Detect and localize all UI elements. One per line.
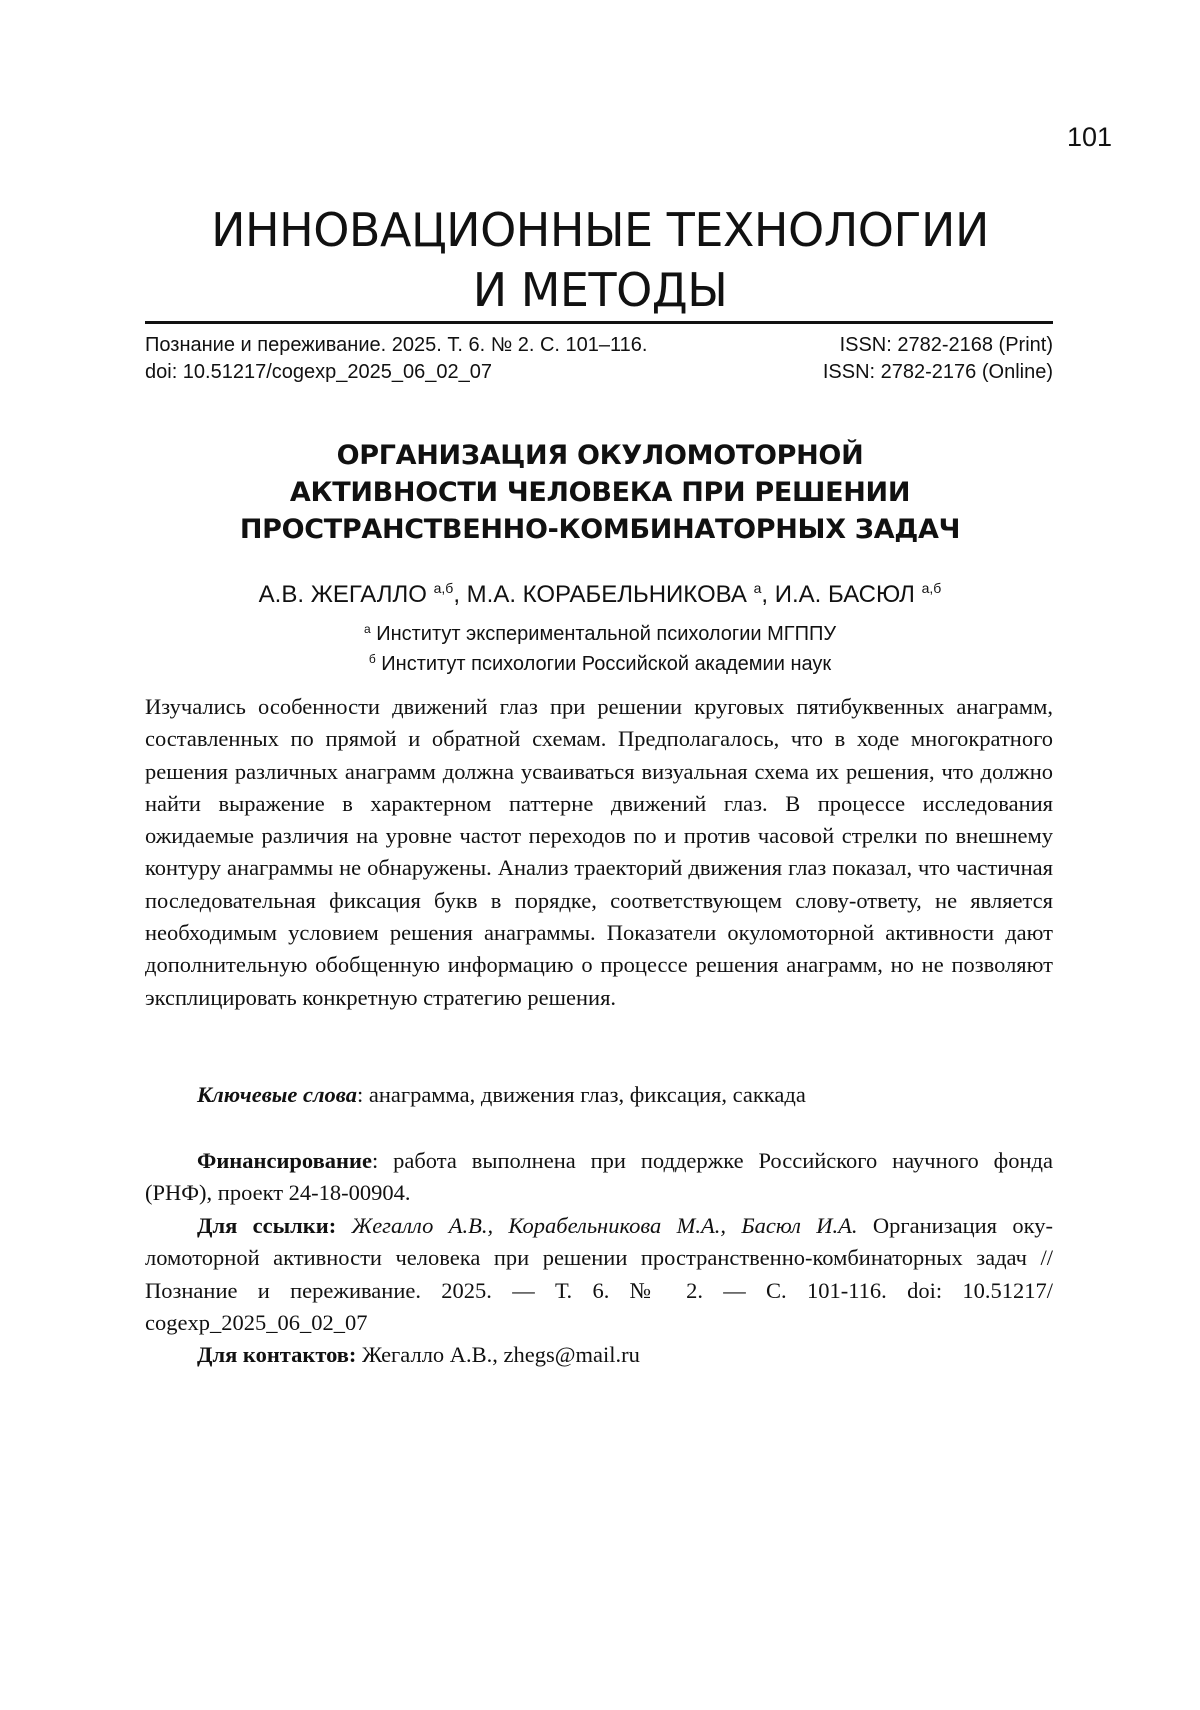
issn-online: ISSN: 2782-2176 (Online): [822, 361, 1053, 383]
funding-label: Финансирование: [197, 1148, 372, 1173]
author-affiliation-mark: а,б: [433, 580, 454, 596]
page-number: 101: [1066, 122, 1112, 152]
contacts-text: Жегалло А.В., zhegs@mail.ru: [356, 1342, 640, 1367]
section-title-line: И МЕТОДЫ: [472, 263, 728, 317]
affiliation-mark: б: [368, 652, 376, 666]
article-title-line: ПРОСТРАНСТВЕННО-КОМБИНАТОРНЫХ ЗАДАЧ: [239, 514, 961, 545]
affiliation-text: Институт экспериментальной психологии МГППУ: [376, 623, 837, 645]
abstract: Изучались особенности движений глаз при решении круговых пятибуквенных анаграмм, составленных по прямой и обратной схемам. Предполагалось, что в ходе многократного решения различных анаграмм должна усваиваться визуальная схема их решения, что должно найти выражение в характерном паттерне движений глаз. В процессе исследования ожидаемые различия на уровне частот переходов по и против часовой стрелки по внешнему контуру анаграммы не обнаружены. Анализ траекторий движения глаз показал, что частичная последовательная фиксация букв в порядке, соответствующем слову-ответу, не является необходимым условием решения анаграммы. Показатели окуломоторной активности дают дополнительную обобщенную информацию о процессе решения анаграмм, но не позволяют эксплицировать конкретную стратегию решения.: [145, 694, 1053, 1010]
issn-info: [713, 332, 1053, 386]
author-separator: ,: [453, 581, 467, 608]
author-name: М.А. КОРАБЕЛЬНИКОВА: [466, 581, 747, 608]
keywords-text: : анаграмма, движения глаз, фиксация, саккада: [356, 1082, 806, 1107]
journal-citation: Познание и переживание. 2025. Т. 6. № 2. С. 101–116.: [145, 334, 648, 356]
journal-doi: doi: 10.51217/cogexp_2025_06_02_07: [145, 361, 492, 383]
article-title-line: ОРГАНИЗАЦИЯ ОКУЛОМОТОРНОЙ: [336, 440, 864, 471]
citation-authors: Жегалло А.В., Корабельникова М.А., Басюл И.А.: [351, 1213, 858, 1238]
keywords: [145, 1079, 1105, 1111]
citation-label: Для ссылки:: [197, 1213, 337, 1238]
affiliation-mark: а: [363, 622, 371, 636]
funding: [145, 1145, 1053, 1210]
section-title-line: ИННОВАЦИОННЫЕ ТЕХНОЛОГИИ: [211, 203, 989, 257]
affiliation-text: Институт психологии Российской академии наук: [381, 653, 832, 675]
affiliation: [0, 622, 1200, 646]
contacts-label: Для контактов:: [197, 1342, 357, 1367]
contacts: [145, 1339, 1053, 1371]
article-title-line: АКТИВНОСТИ ЧЕЛОВЕКА ПРИ РЕШЕНИИ: [289, 477, 911, 508]
author-name: И.А. БАСЮЛ: [774, 581, 915, 608]
citation: [145, 1210, 1053, 1339]
author-affiliation-mark: а,б: [921, 580, 942, 596]
article-title: [0, 437, 1200, 548]
funding-text: : работа выполнена при поддержке Российского научного фонда (РНФ), проект 24-18-00904.: [145, 1148, 1053, 1206]
author-affiliation-mark: а: [753, 580, 762, 596]
author-name: А.В. ЖЕГАЛЛО: [258, 581, 427, 608]
author-separator: ,: [761, 581, 775, 608]
authors-line: [0, 580, 1200, 609]
header-rule: [145, 321, 1053, 324]
section-title: [0, 200, 1200, 320]
citation-text: Организация окуломоторной активности человека при решении пространственно-комбинаторных задач // Познание и переживание. 2025. — Т. 6. № 2. — С. 101-116. doi: 10.51217/ cogexp_2025_06_02_07: [145, 1213, 1053, 1335]
journal-info: [145, 332, 785, 386]
issn-print: ISSN: 2782-2168 (Print): [839, 334, 1053, 356]
affiliation: [0, 652, 1200, 676]
keywords-label: Ключевые слова: [197, 1082, 357, 1107]
